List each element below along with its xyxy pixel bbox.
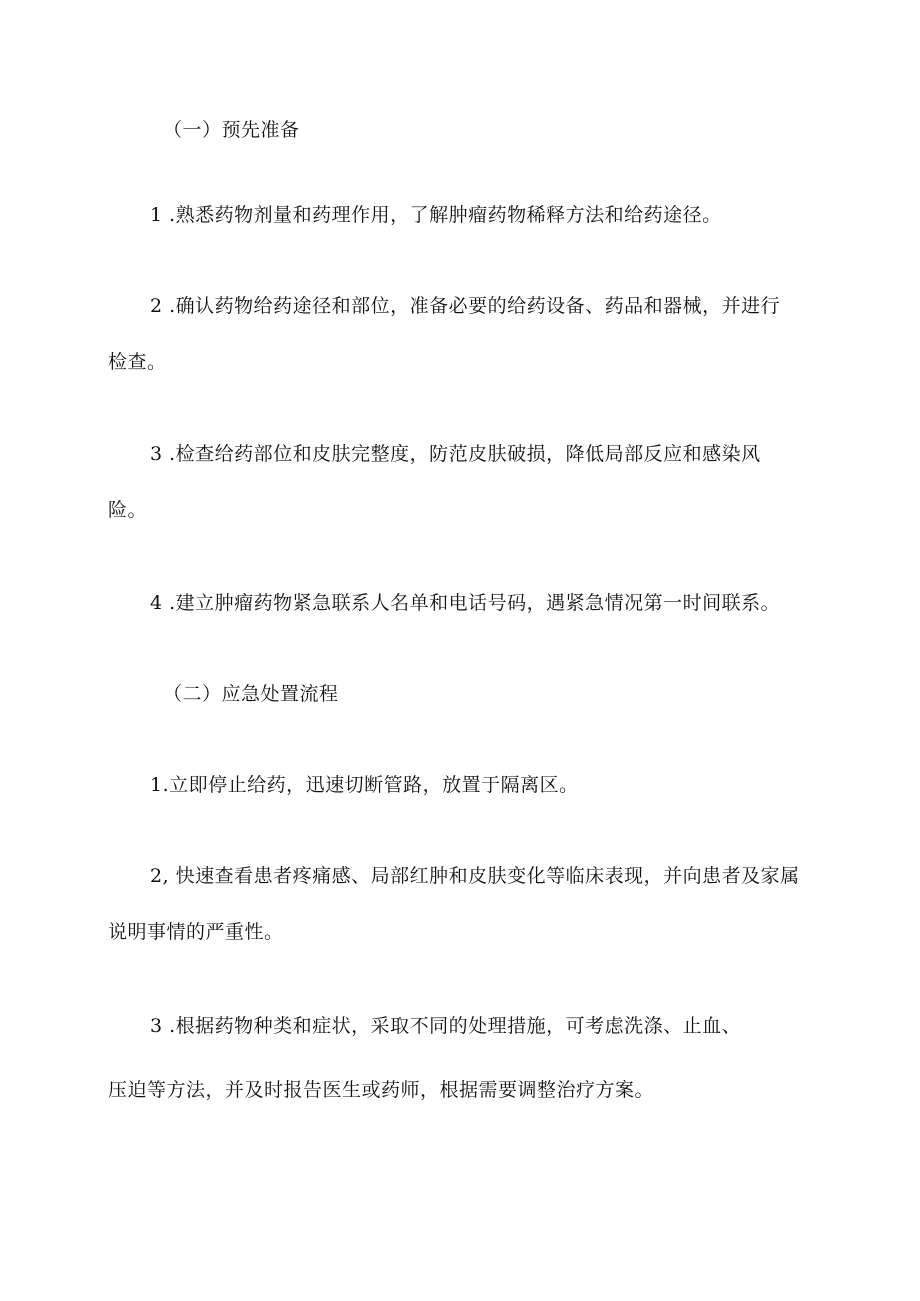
emergency-item-2-line-2: 说明事情的严重性。 <box>108 921 284 943</box>
section-heading-preparation: （一）预先准备 <box>163 119 300 141</box>
section-heading-emergency: （二）应急处置流程 <box>163 683 339 705</box>
preparation-item-3-line-2: 险。 <box>108 499 148 521</box>
preparation-item-3-line-1: 3 .检查给药部位和皮肤完整度，防范皮肤破损，降低局部反应和感染风 <box>150 443 761 465</box>
emergency-item-3-line-1: 3 .根据药物种类和症状，采取不同的处理措施，可考虑洗涤、止血、 <box>150 1015 742 1037</box>
emergency-item-3-line-2: 压迫等方法，并及时报告医生或药师，根据需要调整治疗方案。 <box>108 1079 655 1101</box>
preparation-item-2-line-1: 2 .确认药物给药途径和部位，准备必要的给药设备、药品和器械，并进行 <box>150 295 781 317</box>
preparation-item-1: 1 .熟悉药物剂量和药理作用，了解肿瘤药物稀释方法和给药途径。 <box>150 204 722 226</box>
emergency-item-1: 1.立即停止给药，迅速切断管路，放置于隔离区。 <box>150 774 579 796</box>
preparation-item-2-line-2: 检查。 <box>108 351 167 373</box>
preparation-item-4: 4 .建立肿瘤药物紧急联系人名单和电话号码，遇紧急情况第一时间联系。 <box>150 592 781 614</box>
emergency-item-2-line-1: 2, 快速查看患者疼痛感、局部红肿和皮肤变化等临床表现，并向患者及家属 <box>150 865 800 887</box>
